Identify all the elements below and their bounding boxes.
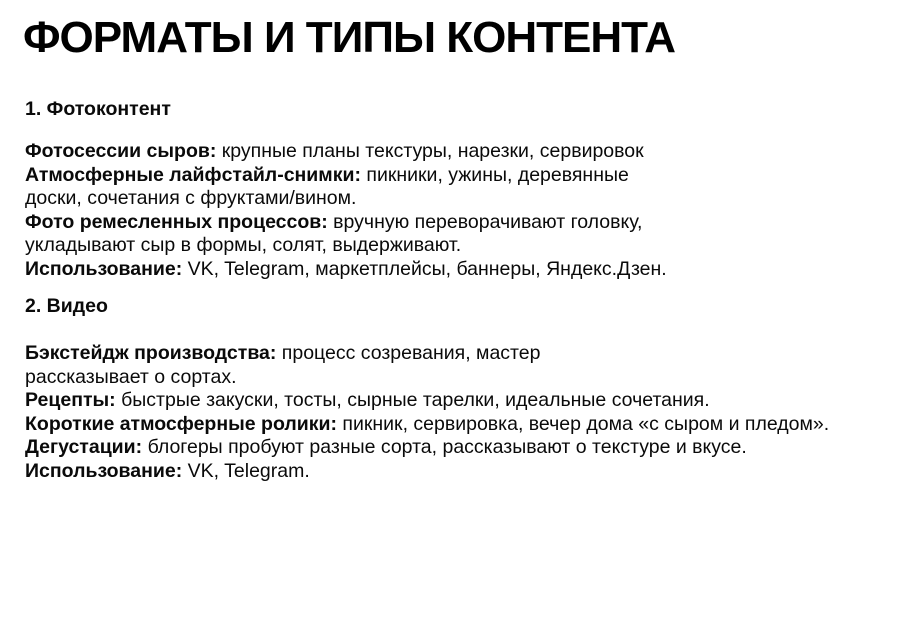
text-line [25,164,667,188]
text-line [25,258,667,282]
page-title: ФОРМАТЫ И ТИПЫ КОНТЕНТА [23,13,675,62]
line-text: рассказывает о сортах. [25,365,237,388]
text-line [25,389,829,413]
section-1-body [25,140,667,282]
section-1-heading: 1. Фотоконтент [25,98,171,120]
line-label: Фото ремесленных процессов: [25,210,328,233]
text-line [25,187,667,211]
line-text: VK, Telegram, маркетплейсы, баннеры, Яндекс.Дзен. [182,257,667,280]
text-line [25,140,667,164]
line-label: Фотосессии сыров: [25,140,217,162]
line-label: Рецепты: [25,389,116,412]
line-text: блогеры пробуют разные сорта, рассказывают о текстуре и вкусе. [142,436,747,459]
text-line [25,366,829,390]
text-line [25,211,667,235]
line-text: быстрые закуски, тосты, сырные тарелки, идеальные сочетания. [115,389,710,412]
line-text: вручную переворачивают головку, [327,210,643,233]
text-line [25,234,667,258]
line-label: Использование: [25,257,183,280]
line-text: крупные планы текстуры, нарезки, сервировок [216,140,644,162]
section-2-body [25,342,829,484]
text-line [25,436,829,460]
line-label: Использование: [25,459,183,482]
line-text: доски, сочетания с фруктами/вином. [25,187,357,210]
section-2-heading: 2. Видео [25,295,108,317]
text-line [25,460,829,484]
text-line [25,413,829,437]
line-text: VK, Telegram. [182,459,310,482]
line-text: пикники, ужины, деревянные [360,163,629,186]
text-line [25,342,829,366]
line-label: Бэкстейдж производства: [25,342,277,364]
line-text: процесс созревания, мастер [276,342,541,364]
line-label: Короткие атмосферные ролики: [25,412,337,435]
line-text: укладывают сыр в формы, солят, выдерживают. [25,234,462,257]
line-text: пикник, сервировка, вечер дома «с сыром и пледом». [336,412,830,435]
line-label: Атмосферные лайфстайл-снимки: [25,163,361,186]
line-label: Дегустации: [25,436,143,459]
